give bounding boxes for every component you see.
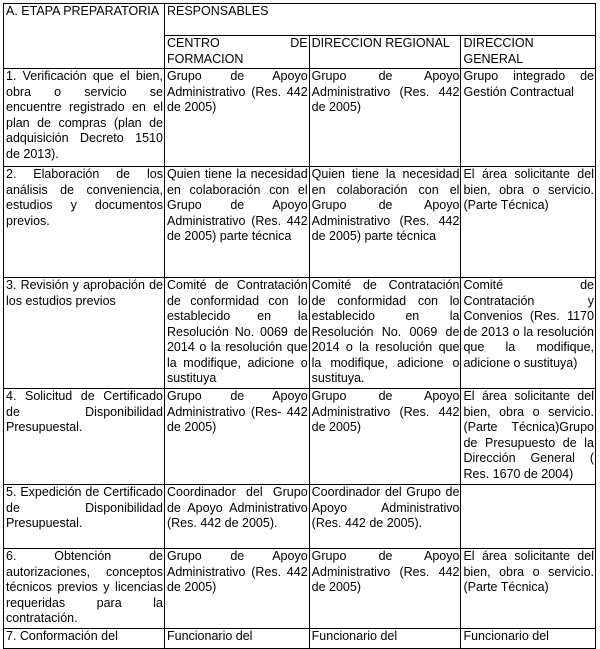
activity-cell: 7. Conformación del <box>4 629 165 649</box>
general-cell: Comité de Contratación y Convenios (Res. 1170 de 2013 o la resolución que la modifique, adicione o sustituya) <box>461 278 596 389</box>
general-cell <box>461 485 596 549</box>
centro-cell: Grupo de Apoyo Administrativo (Res- 442 de 2005) <box>164 389 309 485</box>
centro-cell: Comité de Contratación de conformidad con lo establecido en la Resolución No. 0069 de 2014 o la resolución que la modifique, adicione o sustituya <box>164 278 309 389</box>
column-header-centro: CENTRO DE FORMACION <box>164 36 309 69</box>
regional-cell: Grupo de Apoyo Administrativo (Res. 442 de 2005) <box>309 549 461 629</box>
general-cell: El área solicitante del bien, obra o servicio. (Parte Técnica) <box>461 549 596 629</box>
activity-cell: 1. Verificación que el bien, obra o servicio se encuentre registrado en el plan de compras (plan de adquisición Decreto 1510 de 2013). <box>4 69 165 167</box>
centro-cell: Funcionario del <box>164 629 309 649</box>
table-row <box>4 69 596 167</box>
table-row <box>4 549 596 629</box>
regional-cell: Funcionario del <box>309 629 461 649</box>
table-row <box>4 167 596 278</box>
regional-cell: Grupo de Apoyo Administrativo (Res. 442 de 2005) <box>309 389 461 485</box>
activity-cell: 4. Solicitud de Certificado de Disponibilidad Presupuestal. <box>4 389 165 485</box>
activity-cell: 6. Obtención de autorizaciones, conceptos técnicos previos y licencias requeridas para la contratación. <box>4 549 165 629</box>
responsibilities-table <box>3 3 596 649</box>
general-cell: El área solicitante del bien, obra o servicio. (Parte Técnica) <box>461 167 596 278</box>
column-header-regional: DIRECCION REGIONAL <box>309 36 461 69</box>
activity-cell: 2. Elaboración de los análisis de conveniencia, estudios y documentos previos. <box>4 167 165 278</box>
general-cell: Grupo integrado de Gestión Contractual <box>461 69 596 167</box>
activity-cell: 5. Expedición de Certificado de Disponibilidad Presupuestal. <box>4 485 165 549</box>
regional-cell: Grupo de Apoyo Administrativo (Res. 442 de 2005) <box>309 69 461 167</box>
regional-cell: Quien tiene la necesidad en colaboración con el Grupo de Apoyo Administrativo (Res. 442 de 2005) parte técnica <box>309 167 461 278</box>
responsables-header: RESPONSABLES <box>164 4 595 36</box>
stage-header: A. ETAPA PREPARATORIA <box>4 4 165 69</box>
centro-cell: Coordinador del Grupo de Apoyo Administrativo (Res. 442 de 2005). <box>164 485 309 549</box>
general-cell: El área solicitante del bien, obra o servicio. (Parte Técnica)Grupo de Presupuesto de la Dirección General ( Res. 1670 de 2004) <box>461 389 596 485</box>
centro-cell: Quien tiene la necesidad en colaboración con el Grupo de Apoyo Administrativo (Res. 442 de 2005) parte técnica <box>164 167 309 278</box>
activity-cell: 3. Revisión y aprobación de los estudios previos <box>4 278 165 389</box>
general-cell: Funcionario del <box>461 629 596 649</box>
column-header-general: DIRECCION GENERAL <box>461 36 596 69</box>
regional-cell: Comité de Contratación de conformidad con lo establecido en la Resolución No. 0069 de 2014 o la resolución que la modifique, adicione o sustituya. <box>309 278 461 389</box>
centro-cell: Grupo de Apoyo Administrativo (Res. 442 de 2005) <box>164 69 309 167</box>
table-row <box>4 278 596 389</box>
table-row <box>4 389 596 485</box>
table-row <box>4 629 596 649</box>
centro-cell: Grupo de Apoyo Administrativo (Res. 442 de 2005) <box>164 549 309 629</box>
table-row <box>4 485 596 549</box>
header-row <box>4 4 596 36</box>
regional-cell: Coordinador del Grupo de Apoyo Administrativo (Res. 442 de 2005). <box>309 485 461 549</box>
